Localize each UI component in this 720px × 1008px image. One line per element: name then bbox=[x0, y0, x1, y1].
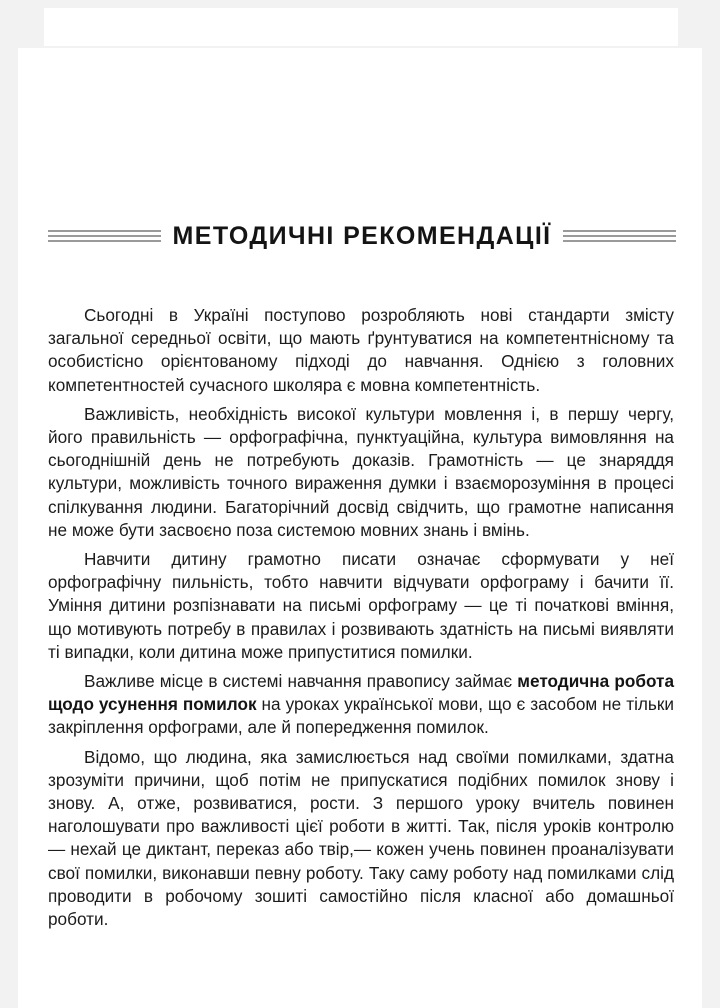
body-text bbox=[48, 304, 674, 937]
emphasis-text: методична робота щодо усунення помилок bbox=[48, 671, 675, 715]
paragraph: Сьогодні в Україні поступово розробляють нові стандарти змісту загальної середньої освіти, що мають ґрунтуватися на компетентнісному та особистісно орієнтованому підході до навчання. Однією з головних компетентностей сучасного школяра є мовна компетентність. bbox=[48, 305, 674, 395]
section-title: МЕТОДИЧНІ РЕКОМЕНДАЦІЇ bbox=[161, 222, 564, 251]
paragraph bbox=[48, 670, 674, 740]
paragraph: Відомо, що людина, яка замислюється над своїми помилками, здатна зрозуміти причини, щоб потім не припускатися подібних помилок знову і знову. А, отже, розвиватися, рости. З першого уроку вчитель повинен наголошувати про важливості цієї роботи в житті. Так, після уроків контролю — нехай це диктант, переказ або твір,— кожен учень повинен проаналізувати свої помилки, виконавши певну роботу. Таку саму роботу над помилками слід проводити в робочому зошиті самостійно після класної або домашньої роботи. bbox=[48, 746, 674, 930]
paragraph: Навчити дитину грамотно писати означає сформувати у неї орфографічну пильність, тобто навчити відчувати орфограму і бачити її. Уміння дитини розпізнавати на письмі орфограму — це ті початкові вміння, що мотивують потребу в правилах і розвивають здатність на письмі виявляти ті випадки, коли дитина може припуститися помилки. bbox=[48, 549, 674, 662]
heading-rule-right bbox=[563, 230, 676, 243]
heading-rule-left bbox=[48, 230, 161, 243]
section-heading bbox=[48, 214, 676, 258]
paragraph: Важливість, необхідність високої культури мовлення і, в першу чергу, його правильність — орфографічна, пунктуаційна, культура вимовляння на сьогоднішній день не потребують доказів. Грамотність — це знаряддя культури, можливість точного вираження думки і взаєморозуміння в процесі спілкування людини. Багаторічний досвід свідчить, що грамотне написання не може бути засвоєно поза системою мовних знань і вмінь. bbox=[48, 403, 674, 540]
top-band bbox=[44, 8, 678, 46]
paragraph-text: Важливе місце в системі навчання правопису займає bbox=[84, 671, 518, 692]
paragraph-text: на уроках української мови, що є засобом не тільки закріплення орфограми, але й попередження помилок. bbox=[48, 694, 674, 738]
